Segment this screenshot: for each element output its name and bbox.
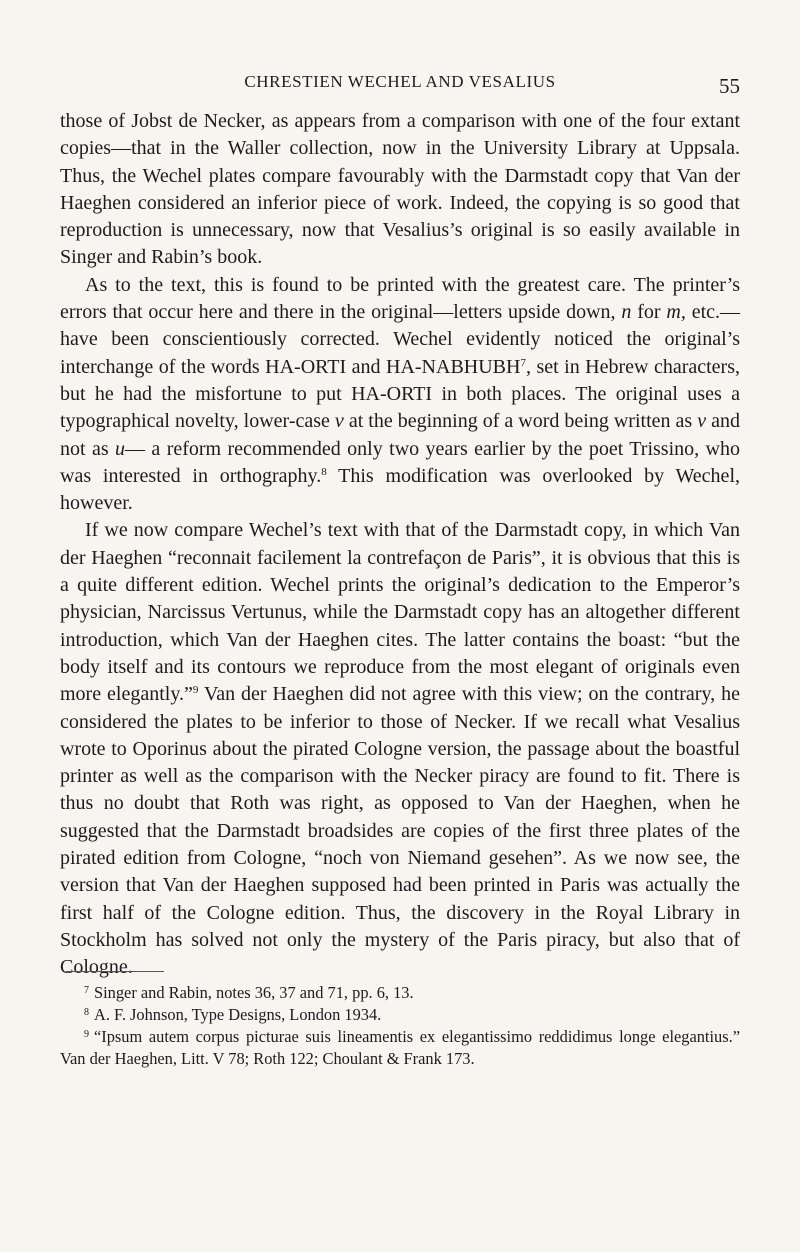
- text-run: etc.—have been conscientiously corrected. Wechel evidently noticed the original’s interchange of the words HA-ORTI and HA-NABHUBH: [60, 301, 741, 378]
- text-run: at the beginning of a word being written as: [343, 410, 698, 433]
- footnotes: [60, 982, 740, 1070]
- italic-text: u: [115, 437, 126, 460]
- footnote-ref: 7: [520, 356, 526, 369]
- footnote-divider: [66, 971, 164, 972]
- footnote-text: Singer and Rabin, notes 36, 37 and 71, pp. 6, 13.: [94, 983, 414, 1002]
- paragraph: [60, 517, 740, 981]
- footnote: [60, 1026, 740, 1070]
- text-run: for: [631, 301, 667, 324]
- footnote-number: 9: [84, 1029, 89, 1040]
- footnote: [60, 982, 740, 1004]
- text-run: Van der Haeghen did not agree with this view; on the contrary, he considered the plates to be inferior to those of Necker. If we recall what Vesalius wrote to Oporinus about the pirated Cologne version, the passage about the boastful printer as well as the comparison with the Necker piracy are found to fit. There is thus no doubt that Roth was right, as opposed to Van der Haeghen, when he suggested that the Darmstadt broadsides are copies of the first three plates of the pirated edition from Cologne, “noch von Niemand gesehen”. As we now see, the version that Van der Haeghen supposed had been printed in Paris was actually the first half of the Cologne edition. Thus, the discovery in the Royal Library in Stockholm has solved not only the mystery of the Paris piracy, but also that of Cologne.: [60, 683, 740, 979]
- text-run: , set in Hebrew characters, but he had the misfortune to put HA-ORTI in both places. The original uses a typographical novelty, lower-case: [60, 355, 741, 433]
- paragraph: [60, 272, 740, 518]
- footnote-number: 8: [84, 1007, 89, 1018]
- italic-text: m,: [666, 301, 686, 324]
- running-head: CHRESTIEN WECHEL AND VESALIUS: [244, 72, 556, 91]
- text-run: This modification was overlooked by Wechel, however.: [60, 464, 740, 515]
- text-run: and not as: [60, 410, 740, 460]
- text-run: — a reform recommended only two years earlier by the poet Trissino, who was interested in orthography.: [60, 437, 740, 487]
- footnote-text: “Ipsum autem corpus picturae suis lineamentis ex elegantissimo reddidimus longe elegantius.” Van der Haeghen, Litt. V 78; Roth 122; Choulant & Frank 173.: [60, 1027, 740, 1068]
- body-text: [60, 108, 740, 982]
- italic-text: v: [697, 410, 707, 433]
- text-run: As to the text, this is found to be printed with the greatest care. The printer’s errors that occur here and there in the original—letters upside down,: [60, 273, 740, 324]
- text-run: If we now compare Wechel’s text with that of the Darmstadt copy, in which Van der Haeghen “reconnait facilement la contrefaçon de Paris”, it is obvious that this is a quite different edition. Wechel prints the original’s dedication to the Emperor’s physician, Narcissus Vertunus, while the Darmstadt copy has an altogether different introduction, which Van der Haeghen cites. The latter contains the boast: “but the body itself and its contours we reproduce from the most elegant of originals even more elegantly.”: [60, 519, 740, 706]
- text-run: those of Jobst de Necker, as appears from a comparison with one of the four extant copies—that in the Waller collection, now in the University Library at Uppsala. Thus, the Wechel plates compare favourably with the Darmstadt copy that Van der Haeghen considered an inferior piece of work. Indeed, the copying is so good that reproduction is unnecessary, now that Vesalius’s original is so easily available in Singer and Rabin’s book.: [60, 110, 740, 269]
- page-number: 55: [719, 74, 740, 98]
- page-header: [60, 72, 740, 108]
- footnote-number: 7: [84, 985, 89, 996]
- footnote-ref: 9: [192, 684, 199, 697]
- footnote-text: A. F. Johnson, Type Designs, London 1934.: [94, 1005, 382, 1024]
- footnote-ref: 8: [321, 465, 327, 478]
- italic-text: v: [334, 410, 344, 433]
- footnote: [60, 1004, 740, 1026]
- paragraph: [60, 108, 740, 272]
- italic-text: n: [621, 301, 632, 324]
